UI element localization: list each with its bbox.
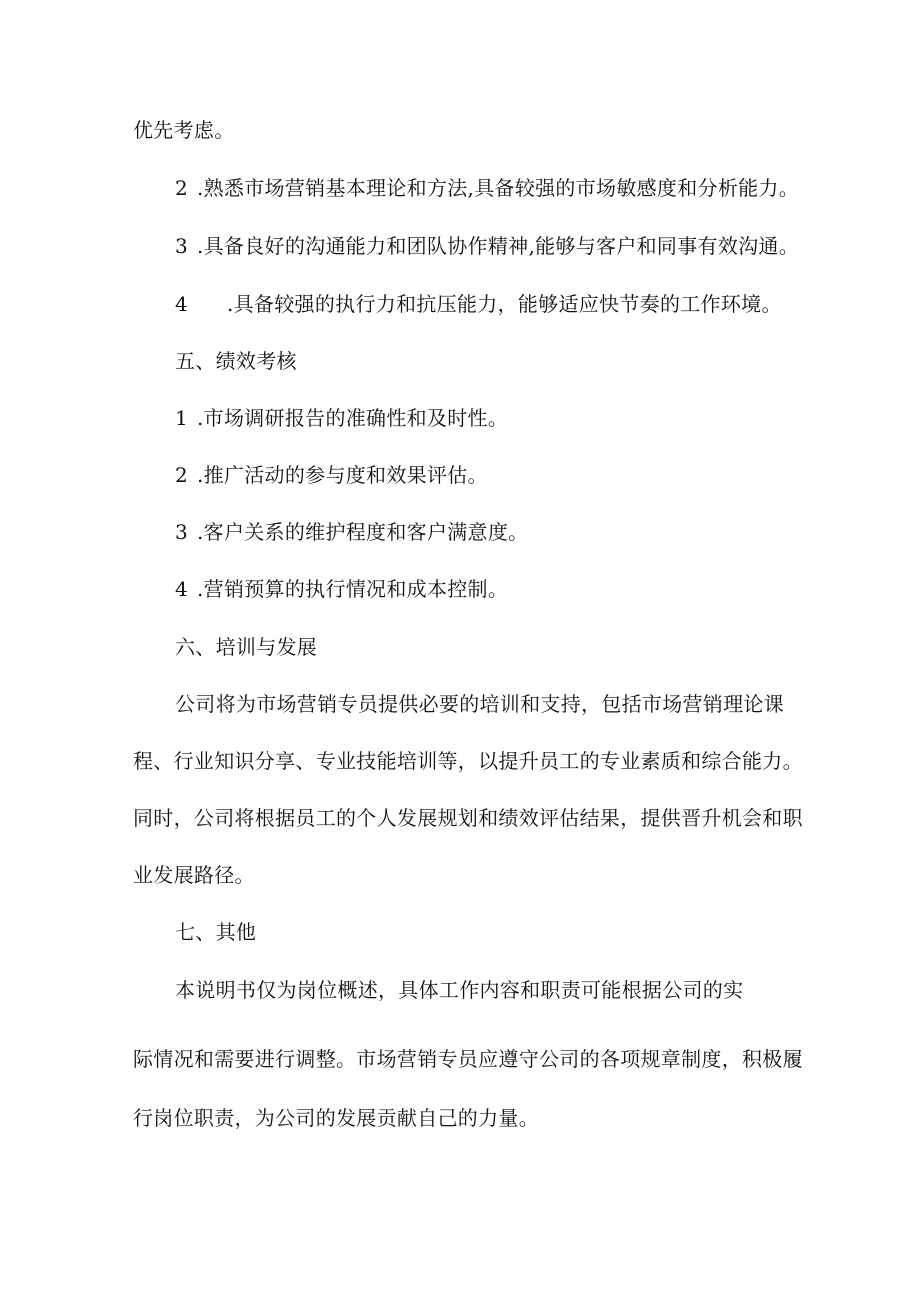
section-heading: 七、其他 <box>175 920 257 944</box>
section-heading: 六、培训与发展 <box>175 635 318 659</box>
list-item <box>175 518 528 546</box>
section-heading: 五、绩效考核 <box>175 349 297 373</box>
item-number: 3 <box>175 520 189 544</box>
item-text: .具备良好的沟通能力和团队协作精神,能够与客户和同事有效沟通。 <box>197 234 800 258</box>
paragraph-line: 同时，公司将根据员工的个人发展规划和绩效评估结果，提供晋升机会和职 <box>133 806 803 830</box>
item-text: .推广活动的参与度和效果评估。 <box>197 463 488 487</box>
item-number: 4 <box>175 577 189 601</box>
continuation-text: 优先考虑。 <box>133 118 235 142</box>
paragraph-line: 本说明书仅为岗位概述，具体工作内容和职责可能根据公司的实 <box>175 978 744 1002</box>
item-number: 3 <box>175 234 189 258</box>
requirement-item <box>175 290 782 318</box>
list-item <box>175 461 488 489</box>
paragraph-line: 程、行业知识分享、专业技能培训等，以提升员工的专业素质和综合能力。 <box>133 749 803 773</box>
list-item <box>175 575 508 603</box>
paragraph-line: 行岗位职责，为公司的发展贡献自己的力量。 <box>133 1106 539 1130</box>
item-number: 4 <box>175 292 189 316</box>
item-number: 1 <box>175 406 189 430</box>
item-text: .客户关系的维护程度和客户满意度。 <box>197 520 529 544</box>
item-text: .熟悉市场营销基本理论和方法,具备较强的市场敏感度和分析能力。 <box>197 176 800 200</box>
requirement-item <box>175 174 799 202</box>
item-number: 2 <box>175 176 189 200</box>
item-text: .市场调研报告的准确性和及时性。 <box>197 406 509 430</box>
list-item <box>175 404 508 432</box>
paragraph-line: 公司将为市场营销专员提供必要的培训和支持，包括市场营销理论课 <box>175 692 784 716</box>
item-number: 2 <box>175 463 189 487</box>
item-text: .营销预算的执行情况和成本控制。 <box>197 577 509 601</box>
paragraph-line: 际情况和需要进行调整。市场营销专员应遵守公司的各项规章制度，积极履 <box>133 1047 803 1071</box>
paragraph-line: 业发展路径。 <box>133 863 255 887</box>
item-text: .具备较强的执行力和抗压能力，能够适应快节奏的工作环境。 <box>227 292 782 316</box>
requirement-item <box>175 232 799 260</box>
